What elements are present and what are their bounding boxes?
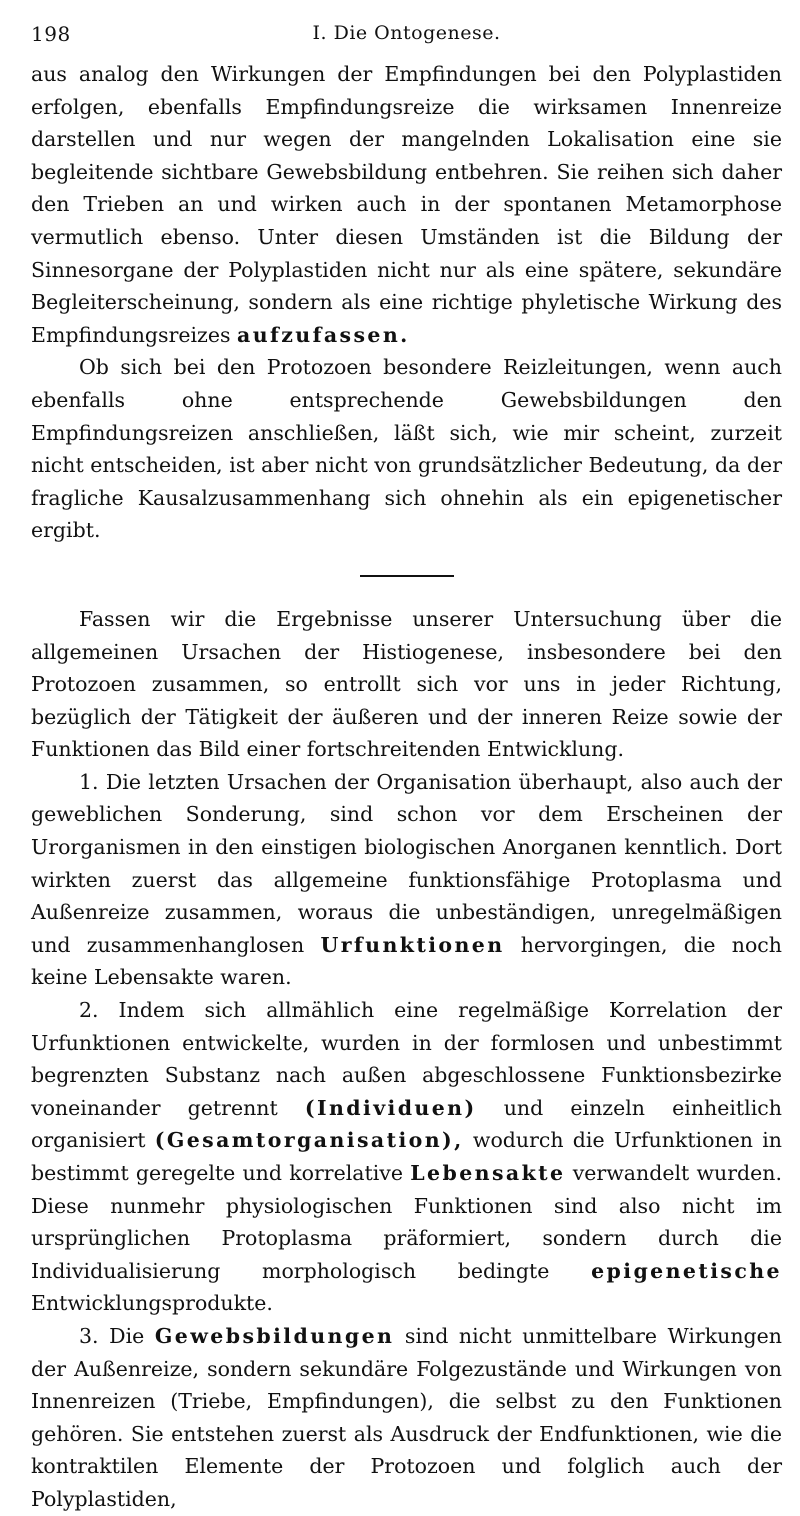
paragraph-continuation	[31, 58, 782, 351]
section-divider	[360, 575, 454, 577]
paragraph-point-1	[31, 766, 782, 994]
emphasized-word: epigenetische	[591, 1258, 782, 1283]
paragraph-text: aus analog den Wirkungen der Empfindungen bei den Polyplastiden erfolgen, ebenfalls Empfindungsreize die wirksamen Innenreize darstellen und nur wegen der mangelnden Lokalisation eine sie begleitende sichtbare Gewebsbildung entbehren. Sie reihen sich daher den Trieben an und wirken auch in der spontanen Metamorphose vermutlich ebenso. Unter diesen Umständen ist die Bildung der Sinnesorgane der Polyplastiden nicht nur als eine spätere, sekundäre Begleiterscheinung, sondern als eine richtige phyletische Wirkung des Empfindungsreizes	[31, 62, 782, 347]
paragraph-point-2	[31, 994, 782, 1320]
paragraph-text: 1. Die letzten Ursachen der Organisation überhaupt, also auch der geweblichen Sonderung, sind schon vor dem Erscheinen der Urorganismen in den einstigen biologischen Anorganen kenntlich. Dort wirkten zuerst das allgemeine funktionsfähige Protoplasma und Außenreize zusammen, woraus die unbeständigen, unregelmäßigen und zusammenhanglosen	[31, 769, 782, 957]
page-number: 198	[31, 22, 71, 46]
paragraph-text: sind nicht unmittelbare Wirkungen der Außenreize, sondern sekundäre Folgezustände und Wirkungen von Innenreizen (Triebe, Empfindungen), die selbst zu den Funktionen gehören. Sie entstehen zuerst als Ausdruck der Endfunktionen, wie die kontraktilen Elemente der Protozoen und folglich auch der Polyplastiden,	[31, 1323, 782, 1511]
paragraph-text: wodurch die Urfunktionen in bestimmt geregelte und korrelative	[31, 1128, 782, 1185]
paragraph-point-3	[31, 1320, 782, 1516]
paragraph-text: Entwicklungsprodukte.	[31, 1291, 273, 1316]
emphasized-word: Gewebsbildungen	[154, 1323, 395, 1348]
running-title: I. Die Ontogenese.	[312, 22, 501, 44]
paragraph-text: 2. Indem sich allmählich eine regelmäßige Korrelation der Urfunktionen entwickelte, wurden in der formlosen und unbestimmt begrenzten Substanz nach außen abgeschlossene Funktionsbezirke voneinander getrennt	[31, 998, 782, 1120]
body-text	[31, 58, 782, 1516]
emphasized-word: Lebensakte	[410, 1161, 566, 1185]
paragraph-text: verwandelt wurden. Diese nunmehr physiologischen Funktionen sind also nicht im ursprünglichen Protoplasma präformiert, sondern durch die Individualisierung morphologisch bedingte	[31, 1161, 782, 1283]
paragraph-text: hervorgingen, die noch keine Lebensakte waren.	[31, 932, 782, 990]
paragraph-protozoa: Ob sich bei den Protozoen besondere Reizleitungen, wenn auch ebenfalls ohne entsprechende Gewebsbildungen den Empfindungsreizen anschließen, läßt sich, wie mir scheint, zurzeit nicht entscheiden, ist aber nicht von grundsätzlicher Bedeutung, da der fragliche Kausalzusammenhang sich ohnehin als ein epigenetischer ergibt.	[31, 355, 782, 543]
paragraph-text: und einzeln einheitlich organisiert	[31, 1095, 782, 1153]
emphasized-word: Urfunktionen	[320, 932, 505, 957]
emphasized-word: (Gesamtorganisation),	[154, 1128, 464, 1153]
emphasized-word: (Individuen)	[304, 1095, 477, 1120]
paragraph-text: 3. Die	[79, 1323, 145, 1348]
running-head	[31, 22, 782, 58]
paragraph-summary: Fassen wir die Ergebnisse unserer Untersuchung über die allgemeinen Ursachen der Histiogenese, insbesondere bei den Protozoen zusammen, so entrollt sich vor uns in jeder Richtung, bezüglich der Tätigkeit der äußeren und der inneren Reize sowie der Funktionen das Bild einer fortschreitenden Entwicklung.	[31, 606, 782, 762]
emphasized-word: aufzufassen.	[237, 322, 410, 347]
